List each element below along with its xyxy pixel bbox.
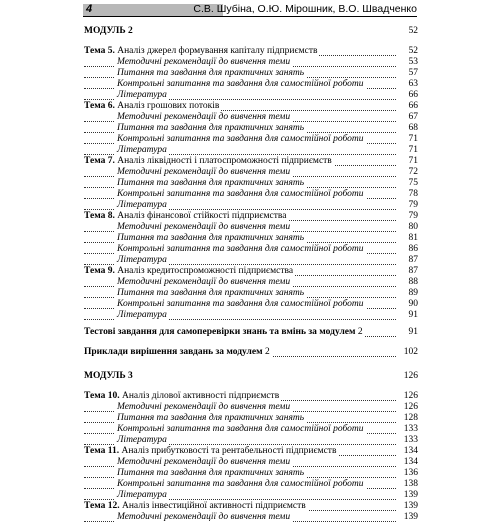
subitem-label: Методичні рекомендації до вивчення теми [117,277,291,287]
page-ref: 139 [403,512,418,522]
toc-subitem [84,468,418,479]
page-ref: 71 [408,145,418,155]
page-ref: 72 [408,167,418,177]
module-heading: МОДУЛЬ 3 [84,371,133,381]
topic-title: Аналіз фінансової стійкості підприємства [117,211,287,221]
toc-subitem [84,413,418,424]
page-ref: 91 [408,327,418,337]
toc-topic-8 [84,211,418,222]
toc-topic-6 [84,101,418,112]
subitem-label: Література [117,435,167,445]
topic-title: Аналіз грошових потоків [117,101,220,111]
toc-examples-module-2 [84,347,418,358]
toc-topic-7 [84,156,418,167]
topic-prefix: Тема 7. [84,156,115,166]
subitem-label: Література [117,310,167,320]
toc-topic-12 [84,501,418,512]
subitem-label: Питання та завдання для практичних занять [117,288,305,298]
toc-subitem [84,490,418,501]
subitem-label: Література [117,200,167,210]
toc-subitem [84,402,418,413]
page-ref: 66 [408,101,418,111]
subitem-label: Контрольні запитання та завдання для самостійної роботи [117,244,364,254]
topic-prefix: Тема 10. [84,391,120,401]
page-ref: 134 [403,457,418,467]
topic-prefix: Тема 11. [84,446,120,456]
toc-subitem [84,435,418,446]
toc-subitem [84,299,418,310]
toc-subitem [84,310,418,321]
toc-subitem [84,288,418,299]
page-ref: 138 [403,479,418,489]
subitem-label: Методичні рекомендації до вивчення теми [117,57,291,67]
toc-subitem [84,244,418,255]
toc-subitem [84,79,418,90]
subitem-label: Питання та завдання для практичних занять [117,178,305,188]
page-ref: 126 [403,402,418,412]
page-ref: 89 [408,288,418,298]
subitem-label: Методичні рекомендації до вивчення теми [117,457,291,467]
module-heading: МОДУЛЬ 2 [84,26,133,36]
toc-subitem [84,457,418,468]
toc-topic-11 [84,446,418,457]
toc-topic-10 [84,391,418,402]
page-ref: 88 [408,277,418,287]
page-ref: 57 [408,68,418,78]
page-ref: 134 [403,446,418,456]
page-ref: 67 [408,112,418,122]
toc-subitem [84,123,418,134]
subitem-label: Література [117,90,167,100]
page-ref: 126 [403,391,418,401]
subitem-label: Література [117,255,167,265]
toc-subitem [84,167,418,178]
topic-title: Аналіз ділової активності підприємств [121,391,280,401]
subitem-label: Питання та завдання для практичних занять [117,233,305,243]
toc-subitem [84,68,418,79]
toc-subitem [84,512,418,523]
toc-subitem [84,255,418,266]
module-number: 2 [264,347,270,357]
topic-title: Аналіз джерел формування капіталу підприємств [117,46,318,56]
header-authors: С.В. Шубіна, О.Ю. Мірошник, В.О. Швадченко [193,3,417,15]
page-ref: 139 [403,501,418,511]
page-ref: 128 [403,413,418,423]
page-ref: 79 [408,211,418,221]
toc-topic-9 [84,266,418,277]
toc-subitem [84,90,418,101]
subitem-label: Питання та завдання для практичних занять [117,123,305,133]
toc-tests-module-2 [84,327,418,338]
subitem-label: Методичні рекомендації до вивчення теми [117,512,291,522]
page-ref: 86 [408,244,418,254]
page-ref: 133 [403,435,418,445]
subitem-label: Контрольні запитання та завдання для самостійної роботи [117,189,364,199]
page-ref: 91 [408,310,418,320]
page-ref: 126 [403,371,418,381]
page-ref: 71 [408,156,418,166]
page-ref: 52 [408,26,418,36]
toc-subitem [84,189,418,200]
page-ref: 78 [408,189,418,199]
table-of-contents [84,26,418,523]
toc-subitem [84,479,418,490]
subitem-label: Методичні рекомендації до вивчення теми [117,402,291,412]
toc-module-3 [84,371,418,382]
toc-subitem [84,200,418,211]
topic-prefix: Тема 12. [84,501,120,511]
subitem-label: Контрольні запитання та завдання для самостійної роботи [117,479,364,489]
page-ref: 66 [408,90,418,100]
page-ref: 75 [408,178,418,188]
tests-label: Тестові завдання для самоперевірки знань та вмінь за модулем [84,327,356,337]
subitem-label: Література [117,490,167,500]
topic-title: Аналіз прибутковості та рентабельності підприємств [121,446,337,456]
toc-subitem [84,145,418,156]
topic-prefix: Тема 6. [84,101,115,111]
page-ref: 81 [408,233,418,243]
module-number: 2 [357,327,363,337]
page-ref: 136 [403,468,418,478]
page-ref: 52 [408,46,418,56]
topic-prefix: Тема 8. [84,211,115,221]
toc-subitem [84,57,418,68]
page-ref: 87 [408,255,418,265]
topic-prefix: Тема 5. [84,46,115,56]
topic-prefix: Тема 9. [84,266,115,276]
toc-subitem [84,178,418,189]
examples-label: Приклади вирішення завдань за модулем [84,347,263,357]
subitem-label: Питання та завдання для практичних занять [117,68,305,78]
page-ref: 80 [408,222,418,232]
subitem-label: Контрольні запитання та завдання для самостійної роботи [117,299,364,309]
page-ref: 63 [408,79,418,89]
toc-subitem [84,233,418,244]
page-ref: 102 [403,347,418,357]
subitem-label: Контрольні запитання та завдання для самостійної роботи [117,79,364,89]
toc-subitem [84,112,418,123]
topic-title: Аналіз ліквідності і платоспроможності підприємств [117,156,332,166]
page-ref: 53 [408,57,418,67]
page-header [83,4,417,17]
subitem-label: Контрольні запитання та завдання для самостійної роботи [117,424,364,434]
toc-module-2 [84,26,418,37]
page-ref: 87 [408,266,418,276]
subitem-label: Методичні рекомендації до вивчення теми [117,222,291,232]
page-ref: 71 [408,134,418,144]
topic-title: Аналіз кредитоспроможності підприємства [117,266,294,276]
toc-topic-5 [84,46,418,57]
toc-subitem [84,277,418,288]
toc-subitem [84,134,418,145]
subitem-label: Контрольні запитання та завдання для самостійної роботи [117,134,364,144]
subitem-label: Питання та завдання для практичних занять [117,413,305,423]
page-number: 4 [86,3,93,15]
page-ref: 133 [403,424,418,434]
subitem-label: Методичні рекомендації до вивчення теми [117,112,291,122]
toc-subitem [84,424,418,435]
subitem-label: Питання та завдання для практичних занять [117,468,305,478]
subitem-label: Література [117,145,167,155]
page-ref: 68 [408,123,418,133]
toc-subitem [84,222,418,233]
page-ref: 79 [408,200,418,210]
page-ref: 139 [403,490,418,500]
subitem-label: Методичні рекомендації до вивчення теми [117,167,291,177]
topic-title: Аналіз інвестиційної активності підприємств [121,501,306,511]
page-ref: 90 [408,299,418,309]
